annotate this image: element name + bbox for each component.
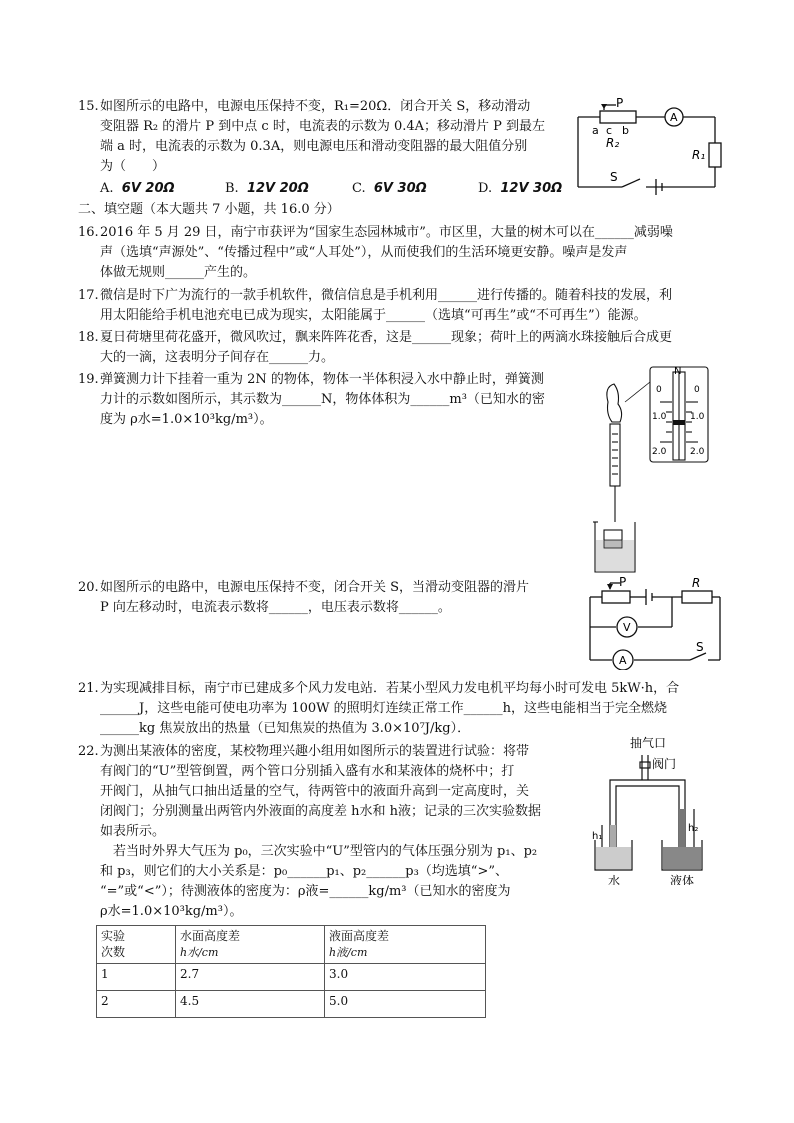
question-20 <box>78 578 529 618</box>
label-r2: R₂ <box>606 136 620 150</box>
circuit-diagram-q20 <box>580 575 730 670</box>
question-text-line: 如表所示。 <box>100 824 166 839</box>
water-label: 水 <box>608 874 621 885</box>
table-row <box>97 964 486 991</box>
question-21 <box>78 679 679 739</box>
question-number: 20. <box>78 580 99 595</box>
question-18 <box>78 328 672 368</box>
table-cell: 5.0 <box>325 991 486 1018</box>
question-22 <box>78 742 541 922</box>
label-p: P <box>619 575 627 589</box>
option-c[interactable]: C. 6V 30Ω <box>352 181 427 196</box>
question-number: 21. <box>78 681 99 696</box>
valve-label: 阀门 <box>652 757 677 771</box>
question-16 <box>78 223 673 283</box>
table-header-cell: 液面高度差 h液/cm <box>325 926 486 964</box>
question-text-line: 夏日荷塘里荷花盛开，微风吹过，飘来阵阵花香，这是______现象；荷叶上的两滴水珠接触后合成更 <box>100 330 673 345</box>
label-a: a <box>592 124 599 137</box>
table-header-cell: 实验 次数 <box>97 926 176 964</box>
question-text-line: 微信是时下广为流行的一款手机软件，微信信息是手机利用______进行传播的。随着科技的发展，利 <box>100 288 673 303</box>
question-text-line: 弹簧测力计下挂着一重为 2N 的物体，物体一半体积浸入水中静止时，弹簧测 <box>100 372 544 387</box>
question-text-line: 有阀门的“U”型管倒置，两个管口分别插入盛有水和某液体的烧杯中；打 <box>100 764 515 779</box>
question-text-line: 开阀门，从抽气口抽出适量的空气，待两管中的液面升高到一定高度时，关 <box>100 784 530 799</box>
question-number: 16. <box>78 225 99 240</box>
question-text-line: 变阻器 R₂ 的滑片 P 到中点 c 时，电流表的示数为 0.4A；移动滑片 P 到最左 <box>100 119 546 134</box>
question-text-line: 声（选填“声源处”、“传播过程中”或“人耳处”），从而使我们的生活环境更安静。噪声是发声 <box>100 245 628 260</box>
dial-tick-label: 1.0 <box>652 412 667 422</box>
ammeter-label: A <box>670 111 678 124</box>
question-text-line: 度为 ρ水=1.0×10³kg/m³）。 <box>100 412 273 427</box>
question-number: 18. <box>78 330 99 345</box>
dial-tick-label: 1.0 <box>690 412 705 422</box>
table-header-cell: 水面高度差 h水/cm <box>176 926 325 964</box>
dial-tick-label: 0 <box>694 385 700 395</box>
question-19 <box>78 370 545 430</box>
question-text-line: 如图所示的电路中，电源电压保持不变，闭合开关 S，当滑动变阻器的滑片 <box>100 580 530 595</box>
question-text-line: 为测出某液体的密度，某校物理兴趣小组用如图所示的装置进行试验：将带 <box>100 744 530 759</box>
dial-tick-label: 2.0 <box>652 447 667 457</box>
option-b[interactable]: B. 12V 20Ω <box>225 181 309 196</box>
label-r1: R₁ <box>692 148 706 162</box>
question-text-line: 为（ ） <box>100 159 166 174</box>
question-17 <box>78 286 672 326</box>
question-number: 17. <box>78 288 99 303</box>
table-cell: 2 <box>97 991 176 1018</box>
question-text-line: 闭阀门；分别测量出两管内外液面的高度差 h水和 h液；记录的三次实验数据 <box>100 804 542 819</box>
spring-scale-figure <box>590 362 720 577</box>
h1-label: h₁ <box>592 831 603 842</box>
question-number: 15. <box>78 99 99 114</box>
table-cell: 3.0 <box>325 964 486 991</box>
experiment-data-table <box>96 925 486 1018</box>
question-text-line: 若当时外界大气压为 p₀，三次实验中“U”型管内的气体压强分别为 p₁、p₂ <box>100 844 538 859</box>
question-text-line: 力计的示数如图所示，其示数为______N，物体体积为______m³（已知水的密 <box>100 392 545 407</box>
question-text-line: ρ水=1.0×10³kg/m³）。 <box>100 904 243 919</box>
question-text-line: 用太阳能给手机电池充电已成为现实，太阳能属于______（选填“可再生”或“不可再生”）能源。 <box>100 308 647 323</box>
u-tube-figure <box>590 735 720 885</box>
dial-tick-label: 0 <box>656 385 662 395</box>
label-p: P <box>616 96 624 110</box>
question-text-line: 如图所示的电路中，电源电压保持不变，R₁=20Ω．闭合开关 S，移动滑动 <box>100 99 531 114</box>
h2-label: h₂ <box>688 823 699 834</box>
voltmeter-label: V <box>623 621 631 634</box>
table-cell: 2.7 <box>176 964 325 991</box>
circuit-diagram-q15 <box>570 95 730 195</box>
answer-options <box>100 179 570 201</box>
question-text-line: 体做无规则______产生的。 <box>100 265 257 280</box>
question-number: 19. <box>78 372 99 387</box>
question-text-line: 2016 年 5 月 29 日，南宁市获评为“国家生态园林城市”。市区里，大量的树木可以在______减弱噪 <box>100 225 673 240</box>
table-row <box>97 991 486 1018</box>
question-text-line: 端 a 时，电流表的示数为 0.3A，则电源电压和滑动变阻器的最大阻值分别 <box>100 139 528 154</box>
question-text-line: 和 p₃，则它们的大小关系是：p₀______p₁、p₂______p₃（均选填“>”、 <box>100 864 508 879</box>
question-text-line: “=”或“<”）；待测液体的密度为：ρ液=______kg/m³（已知水的密度为 <box>100 884 511 899</box>
question-text-line: ______kg 焦炭放出的热量（已知焦炭的热值为 3.0×10⁷J/kg）． <box>100 721 471 736</box>
outlet-label: 抽气口 <box>630 736 667 750</box>
switch-label: S <box>610 170 618 184</box>
table-cell: 1 <box>97 964 176 991</box>
dial-unit-label: N <box>674 366 682 377</box>
option-a[interactable]: A. 6V 20Ω <box>100 181 175 196</box>
question-15 <box>78 97 545 177</box>
label-b: b <box>622 124 629 137</box>
liquid-label: 液体 <box>670 874 695 885</box>
question-text-line: P 向左移动时，电流表示数将______，电压表示数将______。 <box>100 600 451 615</box>
option-d[interactable]: D. 12V 30Ω <box>478 181 563 196</box>
question-number: 22. <box>78 744 99 759</box>
label-r: R <box>692 576 701 590</box>
table-header-row <box>97 926 486 964</box>
question-text-line: 大的一滴，这表明分子间存在______力。 <box>100 350 335 365</box>
dial-tick-label: 2.0 <box>690 447 705 457</box>
table-cell: 4.5 <box>176 991 325 1018</box>
section-title: 二、填空题（本大题共 7 小题，共 16.0 分） <box>78 202 340 217</box>
label-c: c <box>606 124 613 137</box>
question-text-line: 为实现减排目标，南宁市已建成多个风力发电站．若某小型风力发电机平均每小时可发电 5kW·h，合 <box>100 681 680 696</box>
question-text-line: ______J，这些电能可使电功率为 100W 的照明灯连续正常工作______h，这些电能相当于完全燃烧 <box>100 701 668 716</box>
ammeter-label: A <box>619 654 627 667</box>
switch-label: S <box>696 640 704 654</box>
